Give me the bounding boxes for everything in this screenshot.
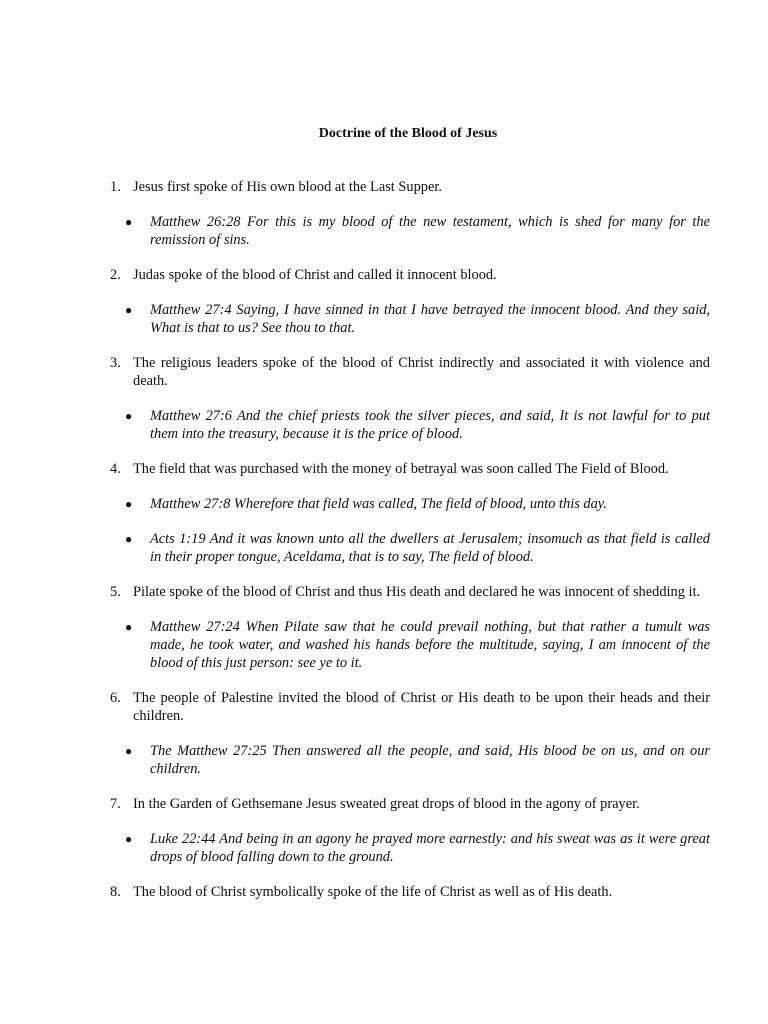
- quote-text: The Matthew 27:25 Then answered all the people, and said, His blood be on us, and on our children.: [150, 743, 710, 777]
- numbered-item: [110, 266, 710, 284]
- quote-text: Matthew 27:24 When Pilate saw that he could prevail nothing, but that rather a tumult was made, he took water, and washed his hands before the multitude, saying, I am innocent of the blood of this just person: see ye to it.: [150, 619, 710, 671]
- scripture-quote: [110, 301, 710, 337]
- bullet-icon: ●: [125, 532, 133, 546]
- item-text: The religious leaders spoke of the blood of Christ indirectly and associated it with violence and death.: [133, 355, 710, 389]
- numbered-item: [110, 583, 710, 601]
- item-number: 4.: [110, 461, 121, 477]
- scripture-quote: [110, 495, 710, 513]
- numbered-item: [110, 354, 710, 390]
- document-body: [110, 178, 710, 901]
- numbered-item: [110, 178, 710, 196]
- numbered-item: [110, 795, 710, 813]
- item-number: 2.: [110, 267, 121, 283]
- quote-text: Luke 22:44 And being in an agony he prayed more earnestly: and his sweat was as it were great drops of blood falling down to the ground.: [150, 831, 710, 865]
- quote-text: Matthew 27:4 Saying, I have sinned in that I have betrayed the innocent blood. And they said, What is that to us? See thou to that.: [150, 302, 710, 336]
- bullet-icon: ●: [125, 409, 133, 423]
- item-number: 6.: [110, 690, 121, 706]
- numbered-item: [110, 460, 710, 478]
- item-number: 1.: [110, 179, 121, 195]
- item-text: The blood of Christ symbolically spoke of the life of Christ as well as of His death.: [133, 884, 613, 900]
- item-text: The people of Palestine invited the blood of Christ or His death to be upon their heads and their children.: [133, 690, 710, 724]
- document-title: Doctrine of the Blood of Jesus: [318, 126, 498, 141]
- item-text: In the Garden of Gethsemane Jesus sweated great drops of blood in the agony of prayer.: [133, 796, 640, 812]
- item-text: Jesus first spoke of His own blood at the Last Supper.: [133, 179, 442, 195]
- bullet-icon: ●: [125, 497, 133, 511]
- item-number: 3.: [110, 355, 121, 371]
- item-number: 7.: [110, 796, 121, 812]
- quote-text: Matthew 27:6 And the chief priests took the silver pieces, and said, It is not lawful for to put them into the treasury, because it is the price of blood.: [150, 408, 710, 442]
- item-text: The field that was purchased with the money of betrayal was soon called The Field of Blood.: [133, 461, 669, 477]
- numbered-item: [110, 689, 710, 725]
- quote-text: Matthew 27:8 Wherefore that field was called, The field of blood, unto this day.: [150, 496, 607, 512]
- scripture-quote: [110, 830, 710, 866]
- item-text: Judas spoke of the blood of Christ and called it innocent blood.: [133, 267, 497, 283]
- numbered-item: [110, 883, 710, 901]
- bullet-icon: ●: [125, 744, 133, 758]
- scripture-quote: [110, 407, 710, 443]
- scripture-quote: [110, 742, 710, 778]
- scripture-quote: [110, 618, 710, 672]
- bullet-icon: ●: [125, 303, 133, 317]
- bullet-icon: ●: [125, 215, 133, 229]
- item-text: Pilate spoke of the blood of Christ and thus His death and declared he was innocent of shedding it.: [133, 584, 701, 600]
- item-number: 5.: [110, 584, 121, 600]
- scripture-quote: [110, 213, 710, 249]
- quote-text: Matthew 26:28 For this is my blood of the new testament, which is shed for many for the remission of sins.: [150, 214, 710, 248]
- bullet-icon: ●: [125, 832, 133, 846]
- quote-text: Acts 1:19 And it was known unto all the dwellers at Jerusalem; insomuch as that field is called in their proper tongue, Aceldama, that is to say, The field of blood.: [150, 531, 710, 565]
- item-number: 8.: [110, 884, 121, 900]
- bullet-icon: ●: [125, 620, 133, 634]
- scripture-quote: [110, 530, 710, 566]
